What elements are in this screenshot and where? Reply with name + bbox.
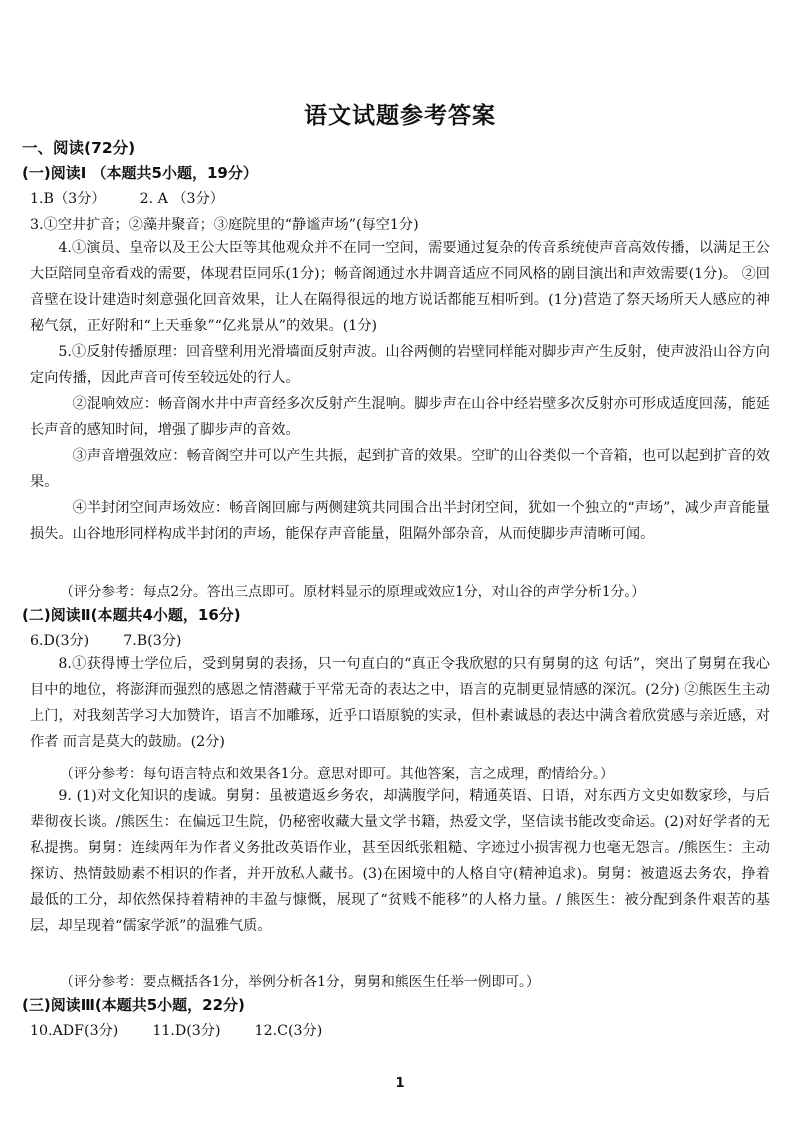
page-title: 语文试题参考答案	[304, 103, 496, 129]
answer-q5-point1: 5.①反射传播原理：回音壁利用光滑墙面反射声波。山谷两侧的岩壁同样能对脚步声产生反射，使声波沿山谷方向定向传播，因此声音可传至较远处的行人。	[30, 344, 770, 386]
part3-heading: (三)阅读Ⅲ(本题共5小题，22分)	[22, 996, 245, 1014]
answer-q6: 6.D(3分)	[30, 633, 90, 649]
answer-row-1-2	[30, 188, 258, 208]
part2-heading: (二)阅读Ⅱ(本题共4小题，16分)	[22, 606, 241, 624]
answer-q10: 10.ADF(3分)	[30, 1023, 119, 1039]
scoring-note-q9: （评分参考：要点概括各1分，举例分析各1分，舅舅和熊医生任举一例即可。）	[60, 974, 540, 990]
section-heading-reading: 一、阅读(72分)	[22, 139, 136, 157]
answer-q3: 3.①空井扩音；②藻井聚音；③庭院里的“静谧声场”(每空1分)	[30, 217, 419, 233]
answer-q11: 11.D(3分)	[152, 1023, 221, 1039]
answer-q4: 4.①演员、皇帝以及王公大臣等其他观众并不在同一空间，需要通过复杂的传音系统使声音高效传播，以满足王公大臣陪同皇帝看戏的需要，体现君臣同乐(1分)；畅音阁通过水井调音适应不同风格的剧目演出和声效需要(1分)。 ②回音壁在设计建造时刻意强化回音效果，让人在隔得很远的地方说话都能互相听到。(1分)营造了祭天场所天人感应的神秘气氛，正好附和“上天垂象”“亿兆景从”的效果。(1分)	[30, 240, 770, 334]
answer-q5-point3: ③声音增强效应：畅音阁空井可以产生共振，起到扩音的效果。空旷的山谷类似一个音箱，也可以起到扩音的效果。	[30, 448, 770, 490]
scoring-note-q8: （评分参考：每句语言特点和效果各1分。意思对即可。其他答案，言之成理，酌情给分。）	[60, 766, 614, 782]
page-number: 1	[395, 1076, 405, 1091]
scoring-note-q5: （评分参考：每点2分。答出三点即可。原材料显示的原理或效应1分，对山谷的声学分析1分。）	[60, 584, 646, 600]
answer-q12: 12.C(3分)	[254, 1023, 323, 1039]
answer-q1: 1.B（3分）	[30, 191, 106, 207]
answer-row-6-7	[30, 630, 215, 650]
part1-heading: (一)阅读Ⅰ （本题共5小题，19分）	[22, 164, 258, 182]
answer-q8: 8.①获得博士学位后，受到舅舅的表扬，只一句直白的“真正令我欣慰的只有舅舅的这 句话”，突出了舅舅在我心目中的地位，将澎湃而强烈的感恩之情潜藏于平常无奇的表达之中，语言的克制更显情感的深沉。(2分) ②熊医生主动上门，对我刻苦学习大加赞许，语言不加雕琢，近乎口语原貌的实录，但朴素诚恳的表达中满含着欣赏感与亲近感，对作者 而言是莫大的鼓励。(2分)	[30, 656, 770, 750]
answer-q7: 7.B(3分)	[123, 633, 182, 649]
answer-q5-point4: ④半封闭空间声场效应：畅音阁回廊与两侧建筑共同围合出半封闭空间，犹如一个独立的“声场”，减少声音能量损失。山谷地形同样构成半封闭的声场，能保存声音能量，阻隔外部杂音，从而使脚步声清晰可闻。	[30, 500, 770, 542]
answer-q2: 2. A （3分）	[139, 191, 224, 207]
answer-q5-point2: ②混响效应：畅音阁水井中声音经多次反射产生混响。脚步声在山谷中经岩壁多次反射亦可形成适度回荡，能延长声音的感知时间，增强了脚步声的音效。	[30, 396, 770, 438]
answer-q9: 9. (1)对文化知识的虔诚。舅舅：虽被遣返乡务农，却满腹学问，精通英语、日语，对东西方文史如数家珍，与后辈彻夜长谈。/熊医生：在偏远卫生院，仍秘密收藏大量文学书籍，热爱文学，坚信读书能改变命运。(2)对好学者的无私提携。舅舅：连续两年为作者义务批改英语作业，甚至因纸张粗糙、字迹过小损害视力也毫无怨言。/熊医生：主动探访、热情鼓励素不相识的作者，并开放私人藏书。(3)在困境中的人格自守(精神追求)。舅舅：被遣返去务农，挣着最低的工分，却依然保持着精神的丰盈与慷慨，展现了“贫贱不能移”的人格力量。/ 熊医生：被分配到条件艰苦的基层，却呈现着“儒家学派”的温雅气质。	[30, 788, 770, 934]
answer-row-10-12	[30, 1020, 356, 1040]
